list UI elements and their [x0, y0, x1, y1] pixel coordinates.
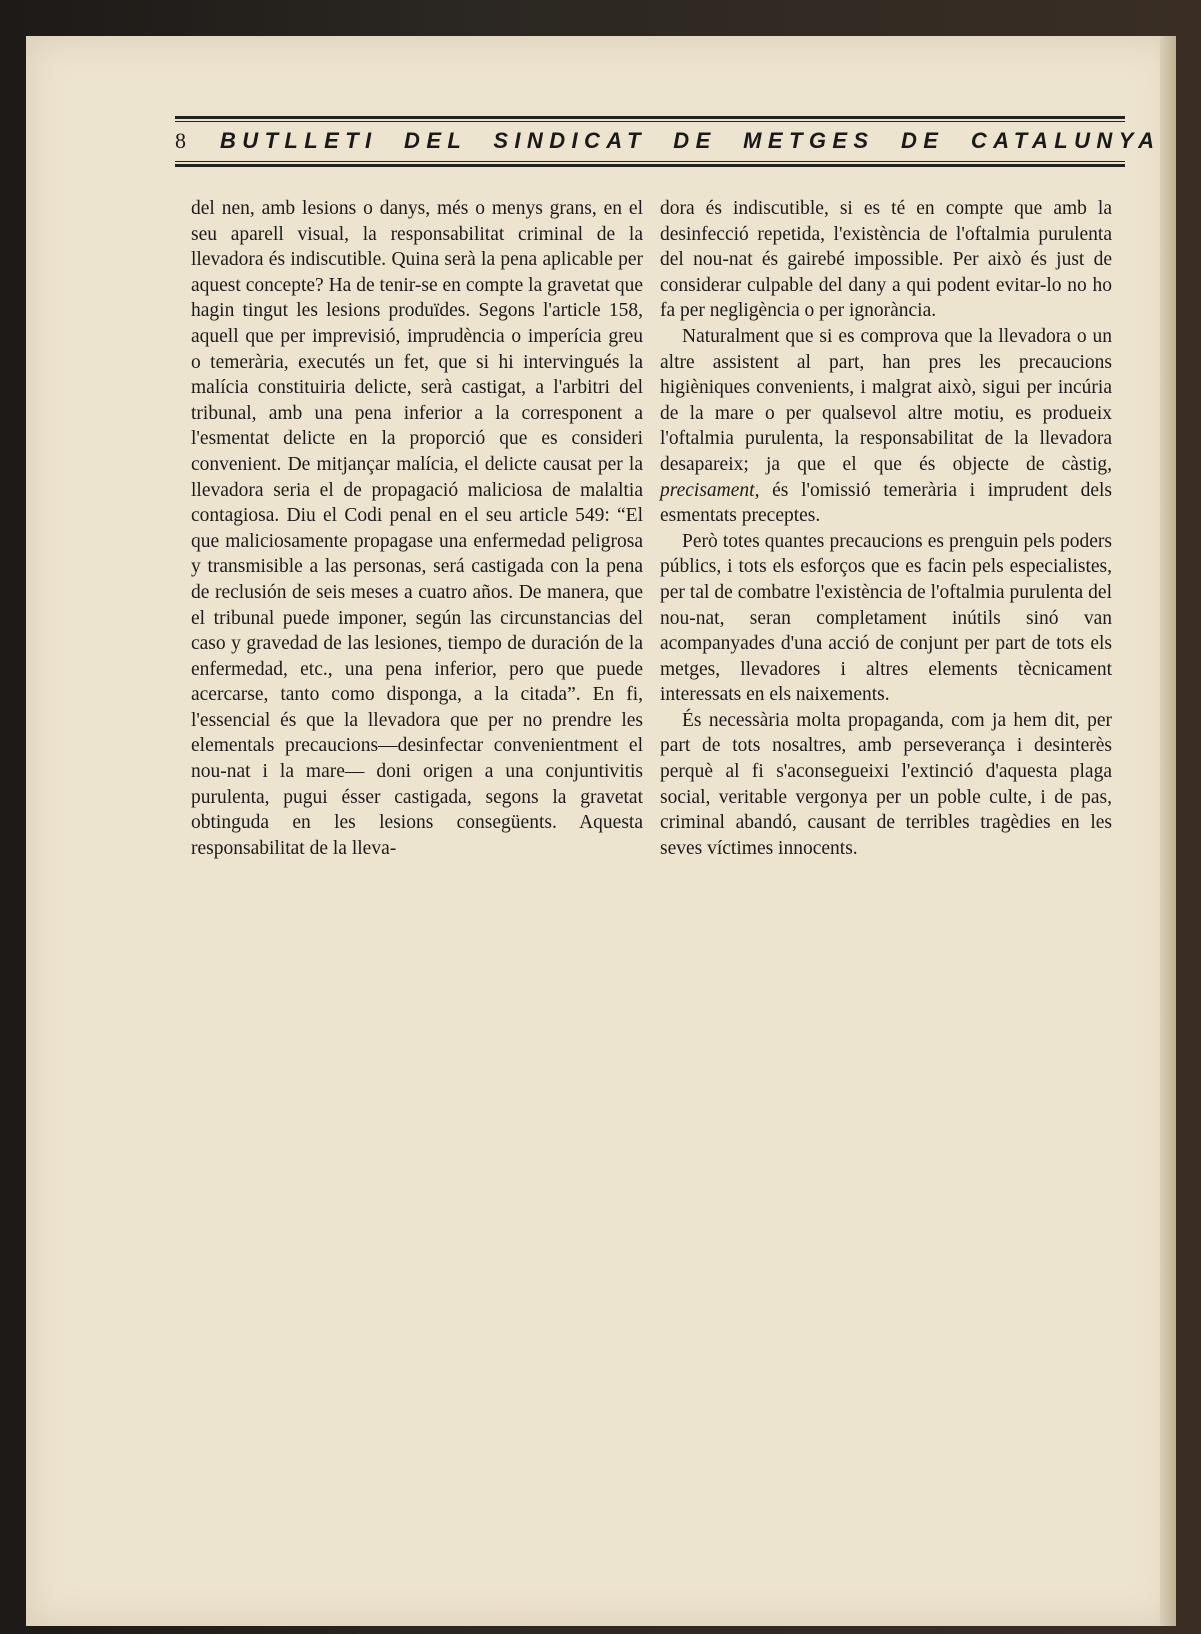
- emphasis-precisament: precisament,: [660, 479, 760, 501]
- header-rule-top-thick: [175, 116, 1125, 119]
- header-rule-bottom-thin: [175, 161, 1125, 162]
- header-rule-top-thin: [175, 121, 1125, 122]
- paragraph-2-text-start: Naturalment que si es comprova que la llevadora o un altre assistent al part, han pres les precaucions higièniques convenients, i malgrat això, sigui per incúria de la mare o per qualsevol altre motiu, es produeix l'oftalmia purulenta, la responsabilitat de la llevadora desapareix; ja que el que és objecte de càstig,: [660, 325, 1112, 475]
- paragraph-2-text-end: és l'omissió temerària i imprudent dels esmentats preceptes.: [660, 479, 1113, 527]
- left-column: [191, 196, 643, 861]
- page-header: [175, 86, 1161, 166]
- page-edge: [1160, 36, 1176, 1626]
- page-number: 8: [175, 128, 186, 153]
- right-paragraph-2: [660, 324, 1112, 529]
- right-paragraph-3: Però totes quantes precaucions es prenguin pels poders públics, i tots els esforços que es facin pels especialistes, per tal de combatre l'existència de l'oftalmia purulenta del nou-nat, seran completament inútils sinó van acompanyades d'una acció de conjunt per part de tots els metges, llevadores i altres elements tècnicament interessats en els naixements.: [660, 530, 1112, 706]
- running-head: [175, 128, 1161, 154]
- left-paragraph-1: del nen, amb lesions o danys, més o menys grans, en el seu aparell visual, la responsabilitat criminal de la llevadora és indiscutible. Quina serà la pena aplicable per aquest concepte? Ha de tenir-se en compte la gravetat que hagin tingut les lesions produïdes. Segons l'article 158, aquell que per imprevisió, imprudència o imperícia greu o temerària, executés un fet, que si hi intervingués la malícia constituiria delicte, serà castigat, a l'arbitri del tribunal, amb una pena inferior a la corresponent a l'esmentat delicte en la proporció que es consideri convenient. De mitjançar malícia, el delicte causat per la llevadora seria el de propagació maliciosa de malaltia contagiosa. Diu el Codi penal en el seu article 549: “El que maliciosamente propagase una enfermedad peligrosa y transmisible a las personas, será castigada con la pena de reclusión de seis meses a cuatro años. De manera, que el tribunal puede imponer, según las circunstancias del caso y gravedad de las lesiones, tiempo de duración de la enfermedad, etc., una pena inferior, pero que puede acercarse, tanto como disponga, a la citada”. En fi, l'essencial és que la llevadora que per no prendre les elementals precaucions—desinfectar convenientment el nou-nat i la mare— doni origen a una conjuntivitis purulenta, pugui ésser castigada, segons la gravetat obtinguda en les lesions consegüents. Aquesta responsabilitat de la lleva-: [191, 198, 643, 859]
- journal-title: BUTLLETI DEL SINDICAT DE METGES DE CATALUNYA: [220, 128, 1161, 153]
- right-paragraph-4: És necessària molta propaganda, com ja hem dit, per part de tots nosaltres, amb perseverança i desinterès perquè al fi s'aconsegueixi l'extinció d'aquesta plaga social, veritable vergonya per un poble culte, i de pas, criminal abandó, causant de terribles tragèdies en les seves víctimes innocents.: [660, 709, 1112, 859]
- header-rule-bottom-thick: [175, 164, 1125, 167]
- right-paragraph-1: dora és indiscutible, si es té en compte que amb la desinfecció repetida, l'existència de l'oftalmia purulenta del nou-nat és gairebé impossible. Per això és just de considerar culpable del dany a qui podent evitar-lo no ho fa per negligència o per ignorància.: [660, 198, 1112, 322]
- body-text-columns: [180, 196, 1112, 861]
- right-column: [660, 196, 1112, 861]
